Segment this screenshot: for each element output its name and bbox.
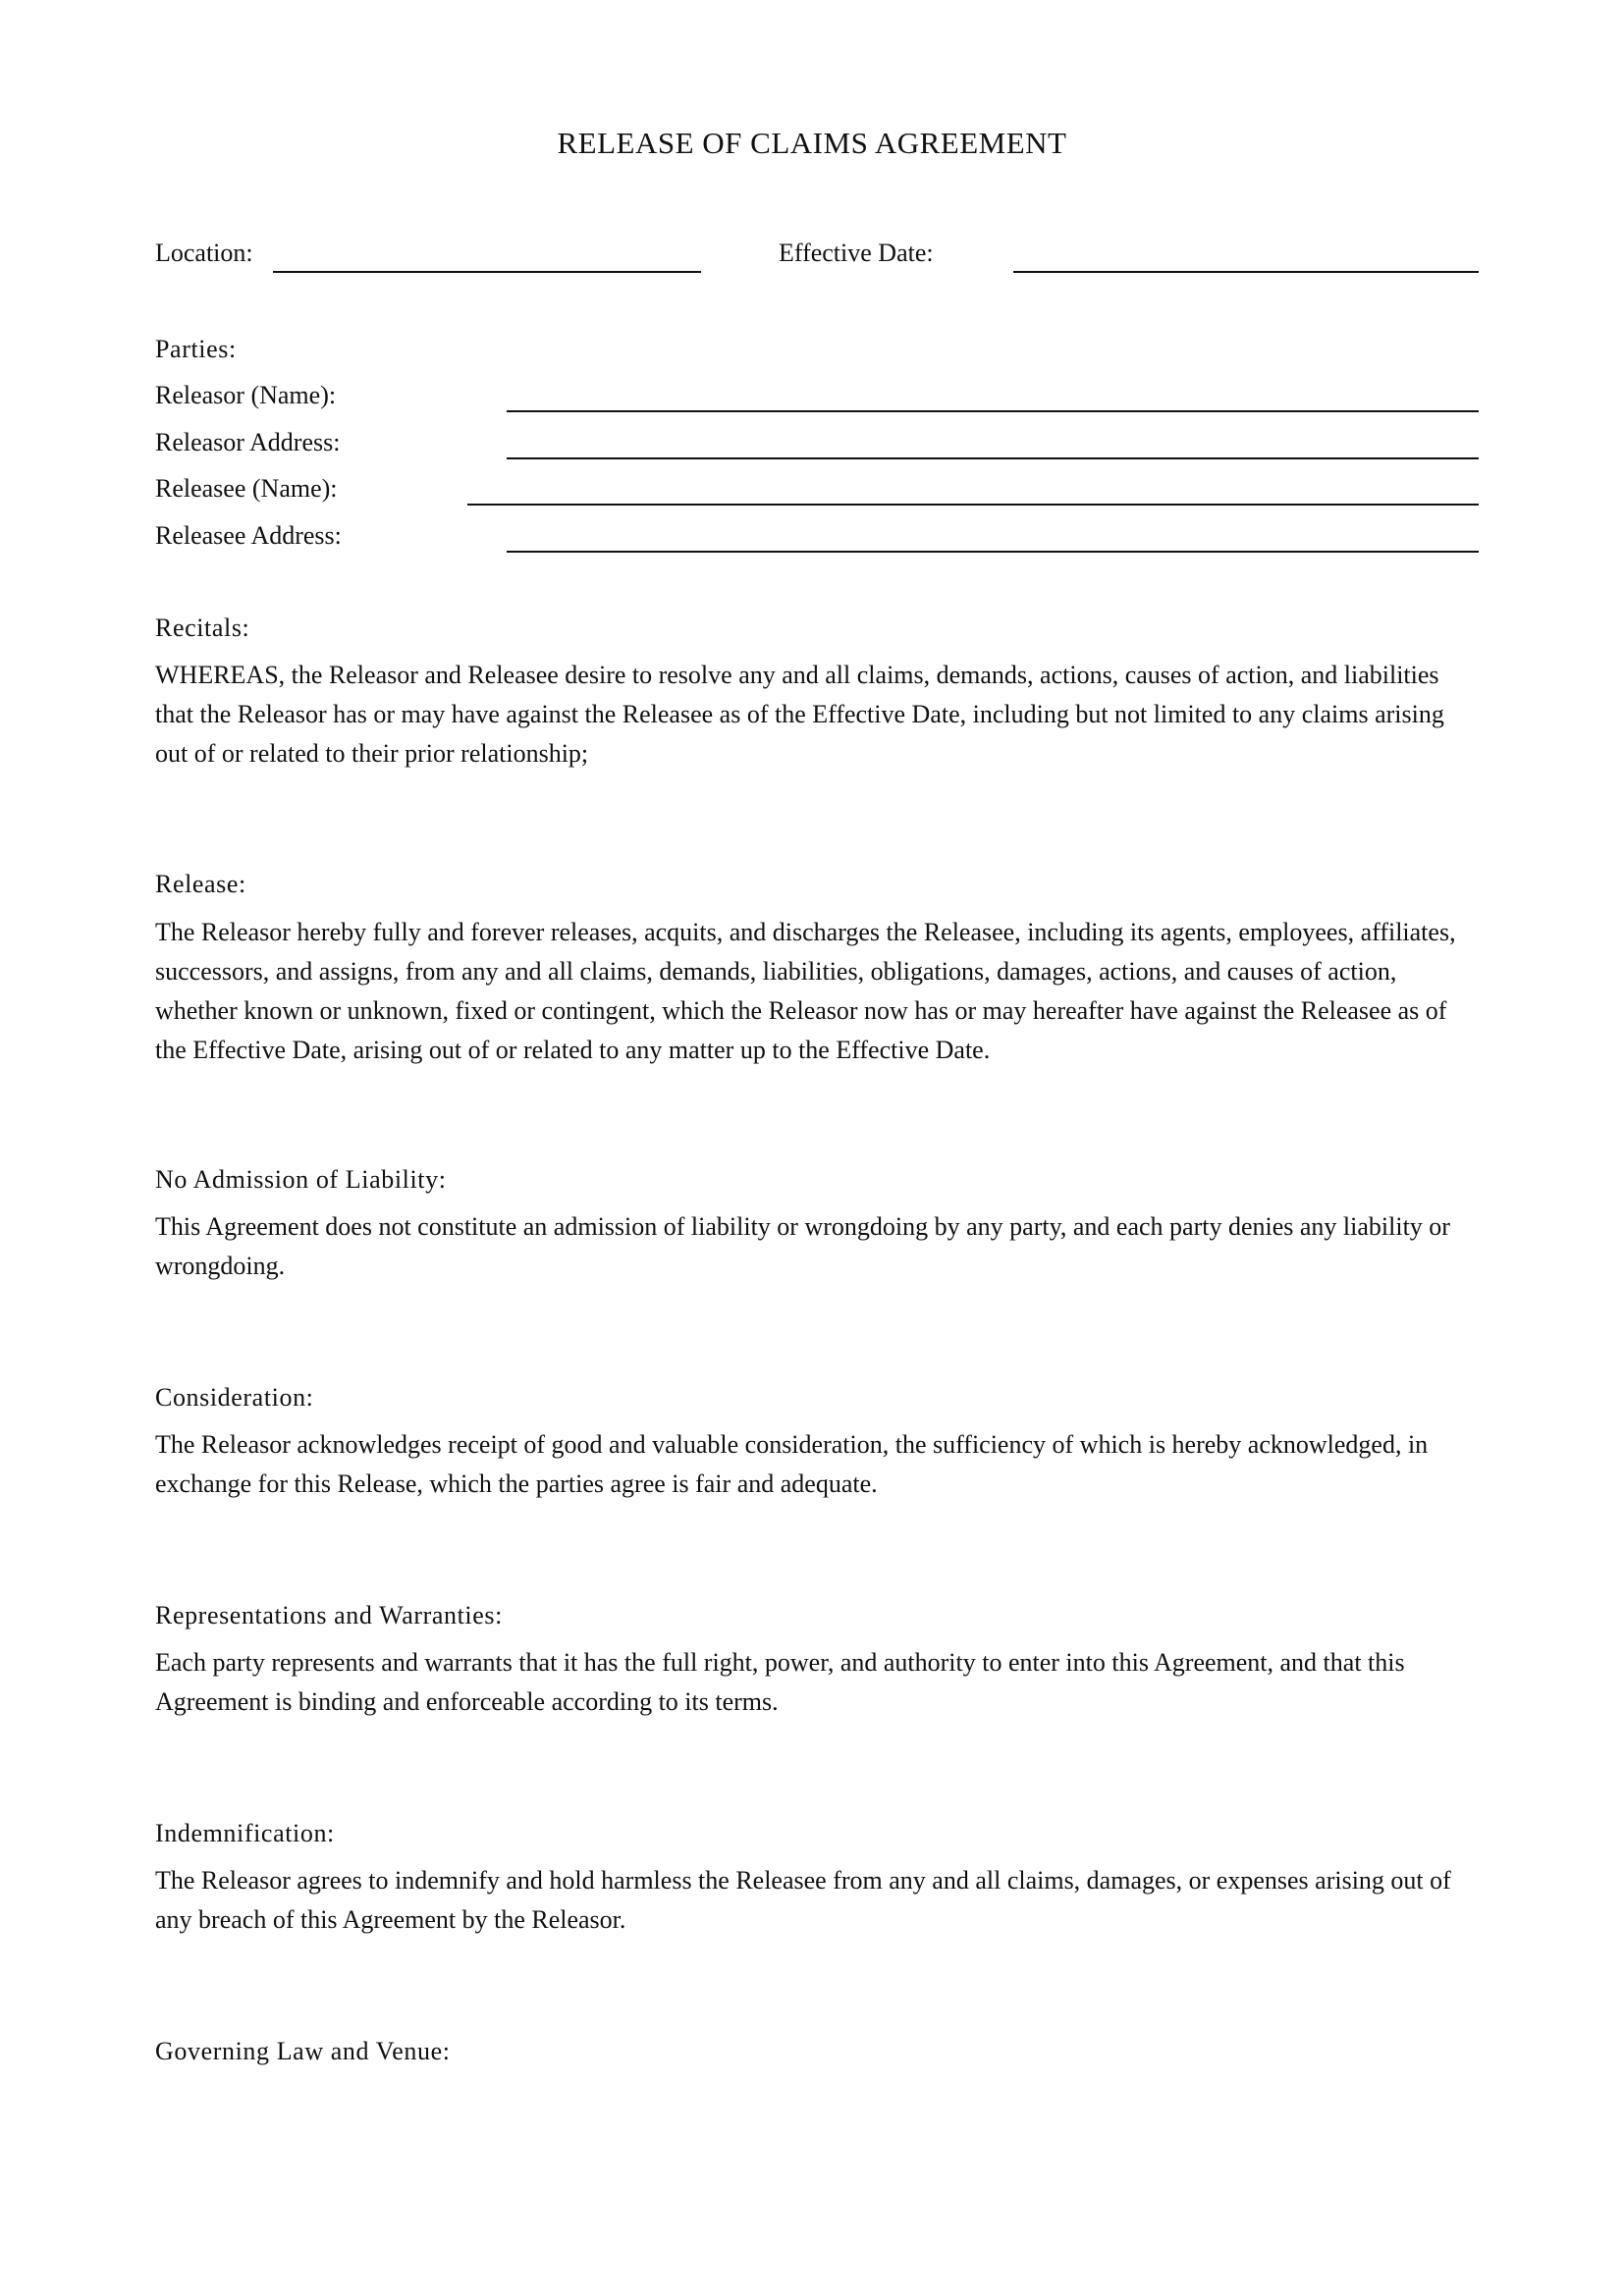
consideration-body: The Releasor acknowledges receipt of good and valuable consideration, the sufficiency of which is hereby acknowledged, in exchange for this Release, which the parties agree is fair and adequate.: [155, 1430, 1429, 1498]
indemnification-body: The Releasor agrees to indemnify and hold harmless the Releasee from any and all claims, damages, or expenses arising out of any breach of this Agreement by the Releasor.: [155, 1866, 1451, 1934]
releasor-address-label: Releasor Address:: [155, 428, 341, 456]
release-heading: Release:: [155, 870, 246, 898]
releasor-name-field-line[interactable]: [507, 410, 1479, 412]
recitals-body: WHEREAS, the Releasor and Releasee desire to resolve any and all claims, demands, actions, causes of action, and liabilities that the Releasor has or may have against the Releasee as of the Effective Date, including but not limited to any claims arising out of or related to their prior relationship;: [155, 661, 1444, 768]
parties-heading: Parties:: [155, 335, 237, 363]
recitals-heading: Recitals:: [155, 614, 250, 642]
location-label: Location:: [155, 239, 253, 267]
representations-heading: Representations and Warranties:: [155, 1601, 503, 1629]
releasee-name-label: Releasee (Name):: [155, 474, 338, 503]
effective-date-field-line[interactable]: [1013, 271, 1479, 273]
releasee-address-field-line[interactable]: [507, 551, 1479, 553]
location-field-line[interactable]: [273, 271, 701, 273]
governing-law-heading: Governing Law and Venue:: [155, 2037, 451, 2065]
no-admission-heading: No Admission of Liability:: [155, 1165, 447, 1194]
release-body: The Releasor hereby fully and forever releases, acquits, and discharges the Releasee, including its agents, employees, affiliates, successors, and assigns, from any and all claims, demands, liabilities, obligations, damages, actions, and causes of action, whether known or unknown, fixed or contingent, which the Releasor now has or may hereafter have against the Releasee as of the Effective Date, arising out of or related to any matter up to the Effective Date.: [155, 918, 1456, 1064]
releasee-name-field-line[interactable]: [467, 504, 1479, 506]
representations-body: Each party represents and warrants that it has the full right, power, and authority to enter into this Agreement, and that this Agreement is binding and enforceable according to its terms.: [155, 1648, 1405, 1716]
no-admission-body: This Agreement does not constitute an admission of liability or wrongdoing by any party, and each party denies any liability or wrongdoing.: [155, 1212, 1450, 1280]
releasee-address-label: Releasee Address:: [155, 521, 342, 550]
indemnification-heading: Indemnification:: [155, 1819, 335, 1847]
effective-date-label: Effective Date:: [779, 239, 934, 267]
document-title: RELEASE OF CLAIMS AGREEMENT: [557, 126, 1067, 160]
consideration-heading: Consideration:: [155, 1383, 314, 1412]
releasor-name-label: Releasor (Name):: [155, 381, 337, 409]
releasor-address-field-line[interactable]: [507, 457, 1479, 459]
